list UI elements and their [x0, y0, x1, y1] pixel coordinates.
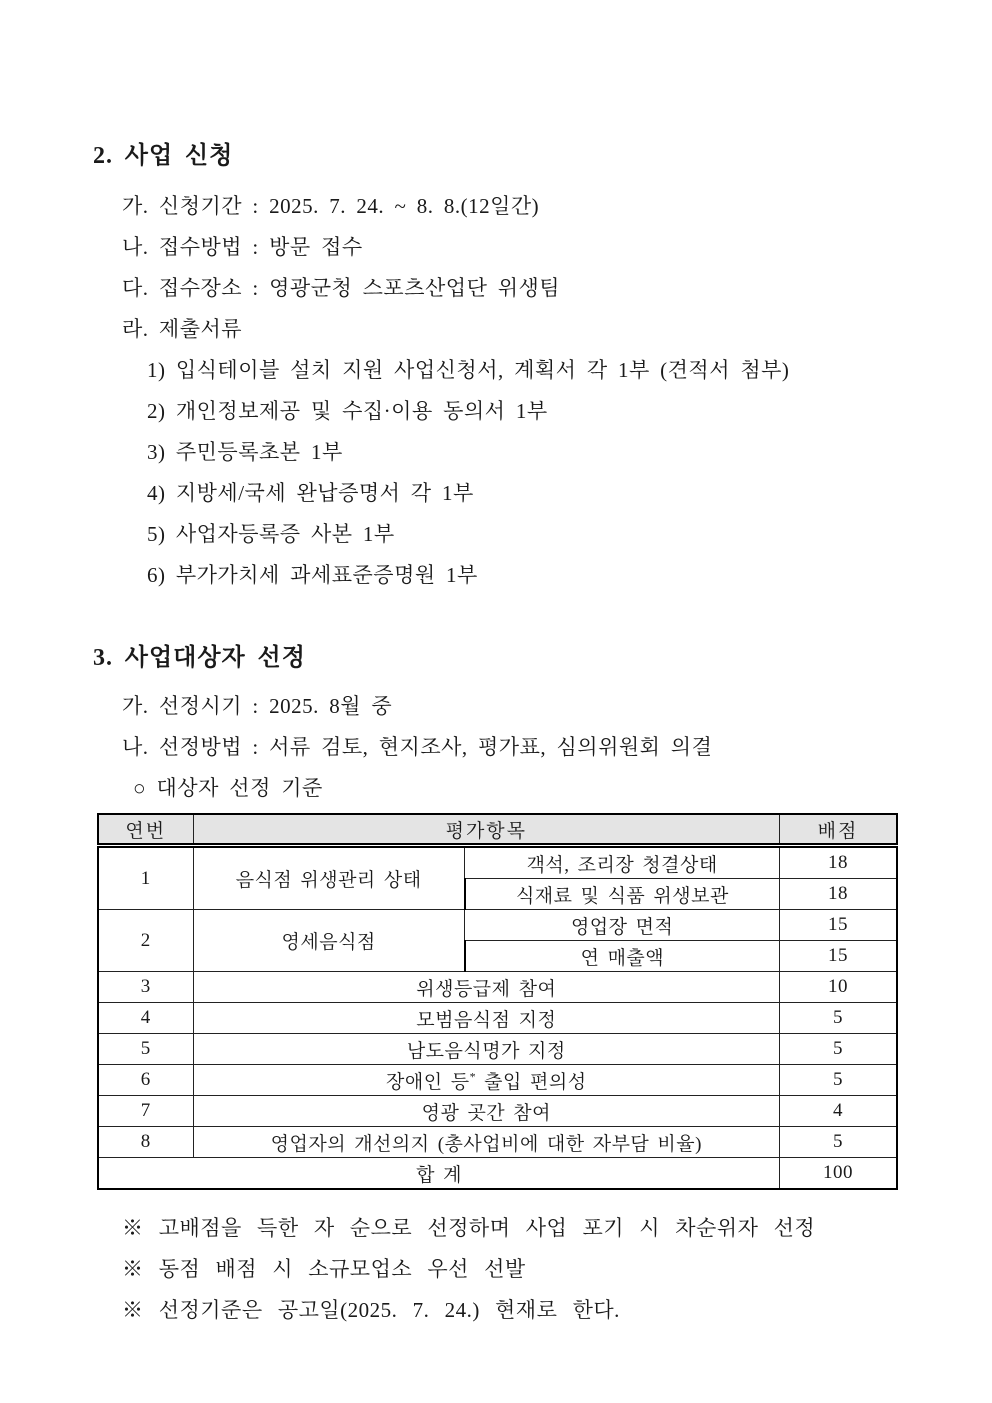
row-no: 3 — [98, 972, 193, 1003]
row-no: 5 — [98, 1034, 193, 1065]
row-category: 영세음식점 — [193, 910, 465, 972]
row-score: 5 — [780, 1127, 897, 1158]
table-header-row — [98, 814, 897, 846]
column-header-item: 평가항목 — [193, 814, 779, 846]
row-no: 7 — [98, 1096, 193, 1127]
row-item: 식재료 및 식품 위생보관 — [465, 879, 780, 910]
table-row — [98, 1065, 897, 1096]
row-item: 영업장 면적 — [465, 910, 780, 941]
footnotes — [93, 1208, 952, 1331]
row-score: 18 — [780, 879, 897, 910]
document-item-2: 2) 개인정보제공 및 수집·이용 동의서 1부 — [147, 399, 548, 423]
row-score: 10 — [780, 972, 897, 1003]
application-method-line: 나. 접수방법 : 방문 접수 — [122, 235, 363, 259]
criteria-label-line: ○ 대상자 선정 기준 — [133, 776, 323, 800]
footnote-1: ※ 고배점을 득한 자 순으로 선정하며 사업 포기 시 차순위자 선정 — [122, 1216, 816, 1240]
document-item-4: 4) 지방세/국세 완납증명서 각 1부 — [147, 481, 474, 505]
row-item: 연 매출액 — [465, 941, 780, 972]
row-item: 위생등급제 참여 — [193, 972, 779, 1003]
table-row — [98, 1096, 897, 1127]
table-row — [98, 910, 897, 941]
selection-time-line: 가. 선정시기 : 2025. 8월 중 — [122, 694, 393, 718]
footnote-3: ※ 선정기준은 공고일(2025. 7. 24.) 현재로 한다. — [122, 1298, 620, 1322]
row-no: 4 — [98, 1003, 193, 1034]
selection-method-line: 나. 선정방법 : 서류 검토, 현지조사, 평가표, 심의위원회 의결 — [122, 735, 713, 759]
table-total-row — [98, 1158, 897, 1190]
row-item-text: 출입 편의성 — [476, 1071, 587, 1093]
table-row — [98, 1034, 897, 1065]
table-row — [98, 1127, 897, 1158]
row-score: 5 — [780, 1003, 897, 1034]
row-item: 영광 곳간 참여 — [193, 1096, 779, 1127]
row-score: 15 — [780, 941, 897, 972]
column-header-score: 배점 — [780, 814, 897, 846]
total-label: 합 계 — [98, 1158, 780, 1190]
application-period-line: 가. 신청기간 : 2025. 7. 24. ~ 8. 8.(12일간) — [122, 194, 540, 218]
footnote-2: ※ 동점 배점 시 소규모업소 우선 선발 — [122, 1257, 526, 1281]
column-header-no: 연번 — [98, 814, 193, 846]
row-no: 6 — [98, 1065, 193, 1096]
row-item: 모범음식점 지정 — [193, 1003, 779, 1034]
total-score: 100 — [780, 1158, 897, 1190]
footnote-asterisk: * — [469, 1069, 477, 1084]
row-no: 1 — [98, 846, 193, 910]
row-category: 음식점 위생관리 상태 — [193, 846, 465, 910]
row-score: 18 — [780, 846, 897, 879]
table-row — [98, 1003, 897, 1034]
row-item: 객석, 조리장 청결상태 — [465, 846, 780, 879]
row-item: 남도음식명가 지정 — [193, 1034, 779, 1065]
row-score: 15 — [780, 910, 897, 941]
table-row — [98, 972, 897, 1003]
document-item-5: 5) 사업자등록증 사본 1부 — [147, 522, 395, 546]
row-no: 2 — [98, 910, 193, 972]
row-item — [193, 1065, 779, 1096]
document-item-3: 3) 주민등록초본 1부 — [147, 440, 343, 464]
row-item-text: 장애인 등 — [386, 1071, 470, 1093]
row-score: 5 — [780, 1065, 897, 1096]
table-row — [98, 846, 897, 879]
document-item-1: 1) 입식테이블 설치 지원 사업신청서, 계획서 각 1부 (견적서 첨부) — [147, 358, 790, 382]
row-item: 영업자의 개선의지 (총사업비에 대한 자부담 비율) — [193, 1127, 779, 1158]
row-score: 5 — [780, 1034, 897, 1065]
document-item-6: 6) 부가가치세 과세표준증명원 1부 — [147, 563, 478, 587]
application-place-line: 다. 접수장소 : 영광군청 스포츠산업단 위생팀 — [122, 276, 561, 300]
section-3-heading: 3. 사업대상자 선정 — [93, 645, 306, 671]
required-documents-label: 라. 제출서류 — [122, 317, 243, 341]
section-2-heading: 2. 사업 신청 — [93, 143, 234, 169]
row-no: 8 — [98, 1127, 193, 1158]
selection-criteria-table — [97, 813, 898, 1190]
row-score: 4 — [780, 1096, 897, 1127]
